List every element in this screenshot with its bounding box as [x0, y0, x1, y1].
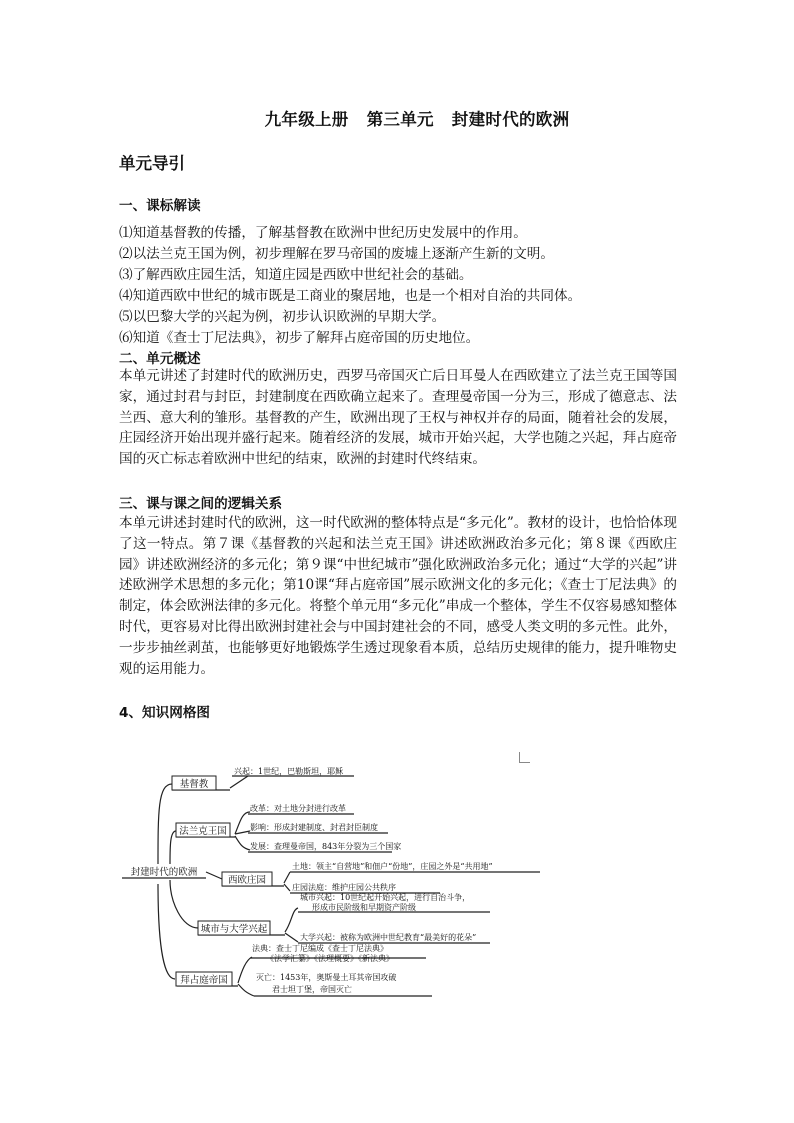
detail-manor-2: 庄园法庭：维护庄园公共秩序: [292, 883, 396, 892]
standard-item-6: ⑹知道《查士丁尼法典》，初步了解拜占庭帝国的历史地位。: [119, 330, 480, 346]
knowledge-mindmap: [110, 752, 550, 1002]
unit-guide-heading: 单元导引: [119, 154, 185, 173]
branch-frankish: 法兰克王国: [179, 826, 227, 837]
detail-byzantine-4: 君士坦丁堡，帝国灭亡: [272, 985, 352, 994]
detail-frankish-3: 发展：查理曼帝国，843年分裂为三个国家: [250, 842, 402, 851]
detail-byzantine-3: 灭亡：1453年，奥斯曼土耳其帝国攻破: [256, 973, 397, 982]
standard-item-2: ⑵以法兰克王国为例，初步理解在罗马帝国的废墟上逐渐产生新的文明。: [119, 246, 554, 262]
section2-heading: 二、单元概述: [119, 351, 201, 367]
branch-manor: 西欧庄园: [227, 875, 267, 886]
title-topic: 封建时代的欧洲: [451, 110, 570, 129]
standard-item-1: ⑴知道基督教的传播，了解基督教在欧洲中世纪历史发展中的作用。: [119, 225, 527, 241]
detail-university: 大学兴起：被称为欧洲中世纪教育“最美好的花朵”: [300, 933, 477, 942]
detail-frankish-2: 影响：形成封建制度、封君封臣制度: [250, 823, 378, 832]
title-grade: 九年级上册: [264, 110, 349, 129]
detail-christianity-1: 兴起：1世纪，巴勒斯坦，耶稣: [234, 767, 344, 776]
mindmap-root: 封建时代的欧洲: [130, 867, 198, 878]
detail-city-1: 城市兴起：10世纪起开始兴起，进行自治斗争，: [300, 893, 471, 902]
detail-byzantine-1: 法典：查士丁尼编成《查士丁尼法典》: [252, 944, 388, 953]
logic-relation-paragraph: 本单元讲述封建时代的欧洲，这一时代欧洲的整体特点是“多元化”。教材的设计，也恰恰体现了这一特点。第７课《基督教的兴起和法兰克王国》讲述欧洲政治多元化；第８课《西欧庄园》讲述欧洲经济的多元化；第９课“中世纪城市”强化欧洲政治多元化；通过“大学的兴起”讲述欧洲学术思想的多元化；第10课“拜占庭帝国”展示欧洲文化的多元化；《查士丁尼法典》的制定，体会欧洲法律的多元化。将整个单元用“多元化”串成一个整体，学生不仅容易感知整体时代，更容易对比得出欧洲封建社会与中国封建社会的不同，感受人类文明的多元性。此外，一步步抽丝剥茧，也能够更好地锻炼学生透过现象看本质，总结历史规律的能力，提升唯物史观的运用能力。: [119, 515, 677, 677]
section3-heading: 三、课与课之间的逻辑关系: [119, 496, 283, 512]
detail-frankish-1: 改革：对土地分封进行改革: [250, 804, 346, 813]
standard-item-5: ⑸以巴黎大学的兴起为例，初步认识欧洲的早期大学。: [119, 309, 446, 325]
branch-city-university: 城市与大学兴起: [200, 924, 268, 935]
detail-byzantine-2: 《法学汇纂》《法理概要》《新法典》: [266, 954, 394, 963]
page-title: [0, 106, 794, 130]
section4-heading: 4、知识网格图: [119, 705, 211, 721]
standard-item-3: ⑶了解西欧庄园生活，知道庄园是西欧中世纪社会的基础。: [119, 267, 473, 283]
detail-city-2: 形成市民阶级和早期资产阶级: [312, 903, 416, 912]
standard-item-4: ⑷知道西欧中世纪的城市既是工商业的聚居地，也是一个相对自治的共同体。: [119, 288, 582, 304]
section1-heading: 一、课标解读: [119, 198, 201, 214]
detail-manor-1: 土地：领主“自营地”和佃户“份地”，庄园之外是“共用地”: [292, 862, 493, 871]
title-unit: 第三单元: [366, 110, 434, 129]
branch-christianity: 基督教: [179, 779, 209, 790]
unit-overview-paragraph: 本单元讲述了封建时代的欧洲历史，西罗马帝国灭亡后日耳曼人在西欧建立了法兰克王国等国家，通过封君与封臣，封建制度在西欧确立起来了。查理曼帝国一分为三，形成了德意志、法兰西、意大利的雏形。基督教的产生，欧洲出现了王权与神权并存的局面，随着社会的发展，庄园经济开始出现并盛行起来。随着经济的发展，城市开始兴起，大学也随之兴起，拜占庭帝国的灭亡标志着欧洲中世纪的结束，欧洲的封建时代终结束。: [119, 368, 677, 468]
branch-byzantine: 拜占庭帝国: [180, 975, 228, 986]
